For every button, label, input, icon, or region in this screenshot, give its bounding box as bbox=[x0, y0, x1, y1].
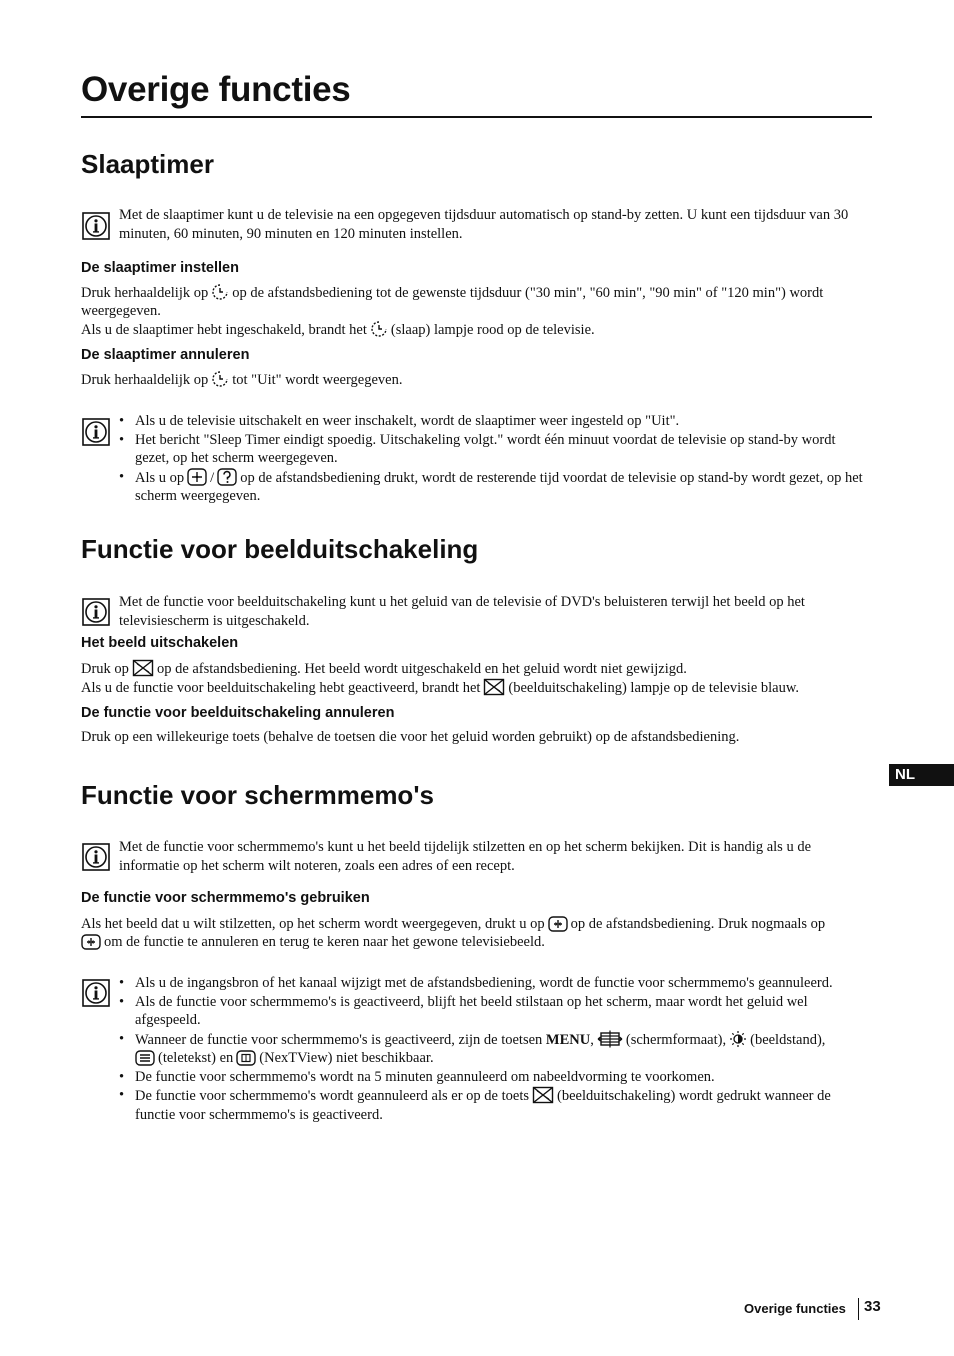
list-item: • Wanneer de functie voor schermmemo's is geactiveerd, zijn de toetsen MENU, (schermformaat), (beeldstand), (teletekst) en (NexTView) niet beschikbaar. bbox=[119, 1030, 873, 1068]
memo-button-icon bbox=[548, 916, 568, 932]
picture-off-icon bbox=[483, 678, 505, 696]
memo-use-text: Als het beeld dat u wilt stilzetten, op het scherm wordt weergegeven, drukt u op op de afstandsbediening. Druk nogmaals op om de functie te annuleren en terug te keren naar het gewone televisiebeeld. bbox=[81, 916, 826, 950]
sleep-set-text: Druk herhaaldelijk op op de afstandsbediening tot de gewenste tijdsduur ("30 min", "60 min", "90 min" of "120 min") wordt weergegeven. Als u de slaaptimer hebt ingeschakeld, brandt het (slaap) lampje rood op de televisie. bbox=[81, 285, 824, 338]
info-icon bbox=[82, 212, 110, 240]
section-heading-memo: Functie voor schermmemo's bbox=[81, 780, 434, 810]
picture-off-text: Druk op op de afstandsbediening. Het beeld wordt uitgeschakeld en het geluid wordt niet gewijzigd. Als u de functie voor beelduitschakeling hebt geactiveerd, brandt het (beelduitschakeling) lampje op de televisie blauw. bbox=[81, 661, 799, 696]
screen-format-icon bbox=[597, 1030, 623, 1048]
sleep-timer-icon bbox=[211, 370, 229, 388]
info-icon bbox=[82, 598, 110, 626]
memo-button-icon bbox=[81, 934, 101, 950]
footer-divider bbox=[858, 1298, 859, 1320]
info-icon bbox=[82, 418, 110, 446]
picture-off-icon bbox=[532, 1086, 554, 1104]
sleep-cancel-text: Druk herhaaldelijk op tot "Uit" wordt weergegeven. bbox=[81, 372, 403, 388]
list-item: • Als u de televisie uitschakelt en weer inschakelt, wordt de slaaptimer weer ingesteld op "Uit". bbox=[119, 412, 873, 431]
list-item: • Als u de ingangsbron of het kanaal wijzigt met de afstandsbediening, wordt de functie voor schermmemo's geannuleerd. bbox=[119, 974, 873, 993]
list-item: • Het bericht "Sleep Timer eindigt spoedig. Uitschakeling volgt." wordt één minuut voordat de televisie op stand-by wordt gezet, op het scherm weergegeven. bbox=[119, 431, 873, 468]
language-tab: NL bbox=[889, 764, 954, 786]
page-title: Overige functies bbox=[81, 70, 351, 109]
info-icon bbox=[82, 979, 110, 1007]
sleep-cancel-heading: De slaaptimer annuleren bbox=[81, 347, 250, 363]
list-item: • Als de functie voor schermmemo's is geactiveerd, blijft het beeld stilstaan op het scherm, maar wordt het geluid wel afgespeeld. bbox=[119, 993, 873, 1030]
list-item: • De functie voor schermmemo's wordt na 5 minuten geannuleerd om nabeeldvorming te voorkomen. bbox=[119, 1068, 873, 1087]
teletext-icon bbox=[135, 1050, 155, 1066]
question-button-icon bbox=[217, 468, 237, 486]
memo-notes bbox=[119, 974, 873, 1124]
sleep-timer-icon bbox=[370, 320, 388, 338]
memo-intro: Met de functie voor schermmemo's kunt u het beeld tijdelijk stilzetten en op het scherm bekijken. Dit is handig als u de informatie op het scherm wilt noteren, zoals een adres of een recept. bbox=[119, 839, 811, 874]
sleep-set-heading: De slaaptimer instellen bbox=[81, 260, 239, 276]
footer-section-label: Overige functies bbox=[744, 1301, 846, 1316]
sleep-notes bbox=[119, 412, 873, 506]
nextview-icon bbox=[236, 1050, 256, 1066]
list-item: • Als u op / op de afstandsbediening drukt, wordt de resterende tijd voordat de televisie op stand-by wordt gezet, op het scherm weergegeven. bbox=[119, 468, 873, 506]
list-item: • De functie voor schermmemo's wordt geannuleerd als er op de toets (beelduitschakeling) wordt gedrukt wanneer de functie voor schermmemo's is geactiveerd. bbox=[119, 1086, 873, 1124]
sleep-intro: Met de slaaptimer kunt u de televisie na een opgegeven tijdsduur automatisch op stand-by zetten. U kunt een tijdsduur van 30 minuten, 60 minuten, 90 minuten en 120 minuten instellen. bbox=[119, 207, 849, 242]
memo-use-heading: De functie voor schermmemo's gebruiken bbox=[81, 890, 370, 906]
info-icon bbox=[82, 843, 110, 871]
title-rule bbox=[81, 116, 872, 118]
sleep-timer-icon bbox=[211, 283, 229, 301]
picture-off-icon bbox=[132, 659, 154, 677]
section-heading-sleep: Slaaptimer bbox=[81, 149, 214, 179]
picture-off-cancel-text: Druk op een willekeurige toets (behalve de toetsen die voor het geluid worden gebruikt) op de afstandsbediening. bbox=[81, 729, 740, 745]
picture-off-heading: Het beeld uitschakelen bbox=[81, 635, 239, 651]
section-heading-picture-off: Functie voor beelduitschakeling bbox=[81, 534, 479, 564]
info-button-icon bbox=[187, 468, 207, 486]
page-number: 33 bbox=[864, 1298, 881, 1315]
picture-off-cancel-heading: De functie voor beelduitschakeling annuleren bbox=[81, 705, 395, 721]
picture-off-intro: Met de functie voor beelduitschakeling kunt u het geluid van de televisie of DVD's beluisteren terwijl het beeld op het televisiescherm is uitgeschakeld. bbox=[119, 594, 805, 629]
picture-mode-icon bbox=[729, 1030, 747, 1048]
